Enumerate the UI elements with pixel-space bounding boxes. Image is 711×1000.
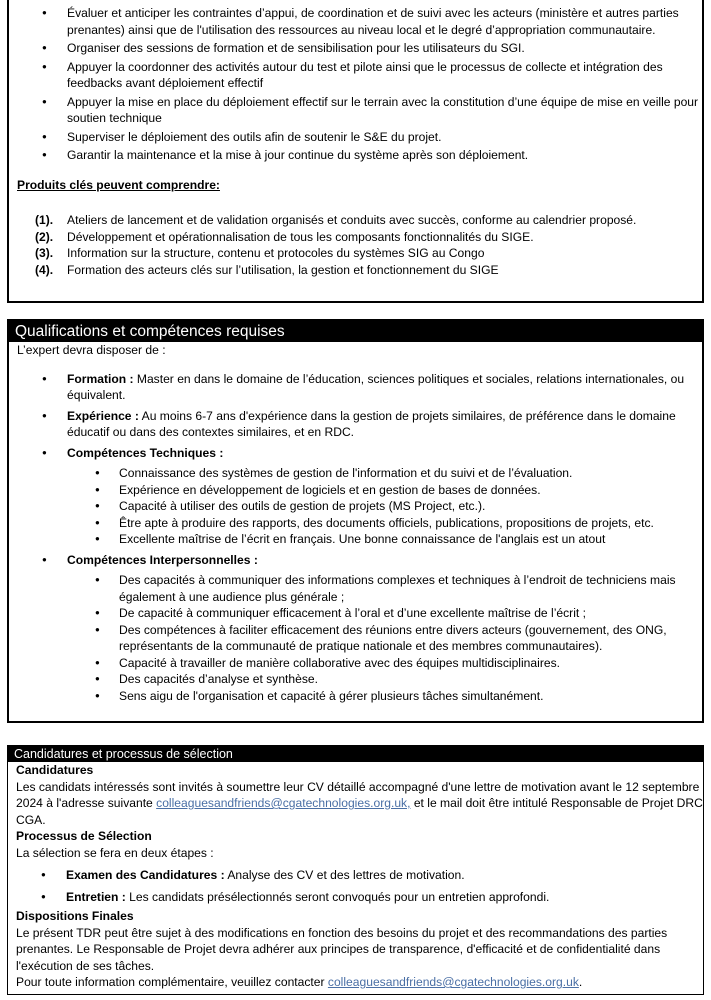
item-label: Examen des Candidatures : [66, 868, 225, 882]
final-heading: Dispositions Finales [16, 909, 134, 923]
item-label: Expérience : [67, 408, 139, 423]
item-number: (1). [35, 213, 54, 227]
item-text: Au moins 6-7 ans d'expérience dans la gestion de projets similaires, de préférence dans le domaine éducatif ou dans des contextes similaires, et en RDC. [67, 408, 676, 439]
item-label: Compétences Techniques : [67, 445, 224, 460]
item-label: Compétences Interpersonnelles : [67, 552, 258, 567]
item-label: Formation : [67, 371, 134, 386]
candidatures-paragraph [16, 779, 703, 829]
list-item: ● Garantir la maintenance et la mise à jour continue du système après son déploiement. [9, 147, 702, 164]
responsibilities-list [9, 0, 702, 164]
email-link[interactable]: colleaguesandfriends@cgatechnologies.org.uk [327, 975, 579, 989]
list-item: ● Organiser des sessions de formation et de sensibilisation pour les utilisateurs du SGI. [9, 40, 702, 57]
item-text: Analyse des CV et des lettres de motivation. [224, 868, 465, 882]
item-number: (2). [35, 229, 54, 244]
paragraph-text: Pour toute information complémentaire, veuillez contacter [16, 975, 328, 989]
list-item: ● Des capacités d’analyse et synthèse. [9, 671, 702, 688]
list-item: ● Capacité à travailler de manière collaborative avec des équipes multidisciplinaires. [9, 655, 702, 672]
list-item: ● Des compétences à faciliter efficacement des réunions entre divers acteurs (gouvernement, des ONG, représentants de la communauté de pratique nationale et des membres communautaires). [9, 622, 702, 655]
list-item [9, 245, 702, 262]
products-heading: Produits clés peuvent comprendre: [17, 177, 220, 192]
item-label: Entretien : [66, 889, 126, 904]
list-item: ● Superviser le déploiement des outils afin de soutenir le S&E du projet. [9, 129, 702, 146]
email-link[interactable]: colleaguesandfriends@cgatechnologies.org.uk, [156, 796, 411, 810]
list-item [9, 371, 702, 404]
item-number: (3). [35, 246, 54, 260]
list-item: ● Sens aigu de l'organisation et capacité à gérer plusieurs tâches simultanément. [9, 688, 702, 705]
section-title: Candidatures et processus de sélection [8, 746, 703, 762]
applications-box [7, 745, 704, 995]
list-item: ● Appuyer la coordonner des activités autour du test et pilote ainsi que le processus de collecte et intégration des feedbacks avant déploiement effectif [9, 59, 702, 92]
list-item [9, 552, 702, 569]
list-item: ● Appuyer la mise en place du déploiement effectif sur le terrain avec la constitution d’une équipe de mise en veille pour soutien technique [9, 94, 702, 127]
list-item: ● Excellente maîtrise de l’écrit en français. Une bonne connaissance de l'anglais est un atout [9, 531, 702, 548]
section-title: Qualifications et compétences requises [9, 321, 702, 342]
process-heading: Processus de Sélection [16, 829, 152, 843]
list-item: ● Des capacités à communiquer des informations complexes et techniques à l’endroit de techniciens mais également à une audience plus générale ; [9, 572, 702, 605]
list-item [9, 229, 702, 246]
item-number: (4). [35, 262, 54, 277]
qualifications-list [9, 371, 702, 462]
qualifications-box [7, 319, 704, 723]
item-text: Les candidats présélectionnés seront convoqués pour un entretien approfondi. [125, 889, 550, 904]
list-item [9, 212, 702, 229]
interpersonal-heading-list [9, 552, 702, 569]
list-item: ● Être apte à produire des rapports, des documents officiels, publications, propositions de projets, etc. [9, 515, 702, 532]
responsibilities-box [7, 0, 704, 303]
list-item [8, 889, 703, 906]
list-item: ● De capacité à communiquer efficacement à l’oral et d’une excellente maîtrise de l’écrit ; [9, 605, 702, 622]
item-text: Ateliers de lancement et de validation organisés et conduits avec succès, conforme au calendrier proposé. [67, 213, 637, 227]
candidatures-heading: Candidatures [16, 763, 94, 777]
intro-text: L’expert devra disposer de : [17, 343, 166, 357]
interpersonal-skills-list [9, 572, 702, 704]
list-item: ● Évaluer et anticiper les contraintes d’appui, de coordination et de suivi avec les acteurs (ministère et autres parties prenantes) ainsi que de l'utilisation des ressources au niveau local et le degré d’appropriation communautaire. [9, 5, 702, 38]
list-item [9, 445, 702, 462]
item-text: Master en dans le domaine de l’éducation, sciences politiques et sociales, relations internationales, ou équivalent. [67, 371, 685, 402]
technical-skills-list [9, 465, 702, 548]
item-text: Formation des acteurs clés sur l’utilisation, la gestion et fonctionnement du SIGE [67, 262, 499, 277]
item-text: Développement et opérationnalisation de tous les composants fonctionnalités du SIGE. [67, 229, 534, 244]
products-list [9, 212, 702, 278]
list-item [9, 262, 702, 279]
paragraph-text: . [578, 975, 583, 989]
paragraph-text: Les candidats intéressés sont invités à soumettre leur CV détaillé accompagné d'une lettre de motivation avant le 12 septembre 2024 à l'adresse suivante [16, 779, 700, 810]
list-item: ● Capacité à utiliser des outils de gestion de projets (MS Project, etc.). [9, 498, 702, 515]
list-item: ● Connaissance des systèmes de gestion de l'information et du suivi et de l’évaluation. [9, 465, 702, 482]
list-item [9, 408, 702, 441]
list-item [8, 867, 703, 884]
process-list [8, 867, 703, 905]
list-item: ● Expérience en développement de logiciels et en gestion de bases de données. [9, 482, 702, 499]
process-intro: La sélection se fera en deux étapes : [16, 845, 214, 860]
final-paragraph: Le présent TDR peut être sujet à des modifications en fonction des besoins du projet et des recommandations des parties prenantes. Le Responsable de Projet devra adhérer aux principes de transparence, d'efficacité et de confidentialité dans l'exécution de ses tâches. [16, 925, 668, 973]
paragraph-text: et le mail doit être intitulé Responsable de Projet DRC CGA. [16, 796, 703, 827]
item-text: Information sur la structure, contenu et protocoles du systèmes SIG au Congo [67, 246, 485, 260]
contact-paragraph [16, 974, 703, 991]
